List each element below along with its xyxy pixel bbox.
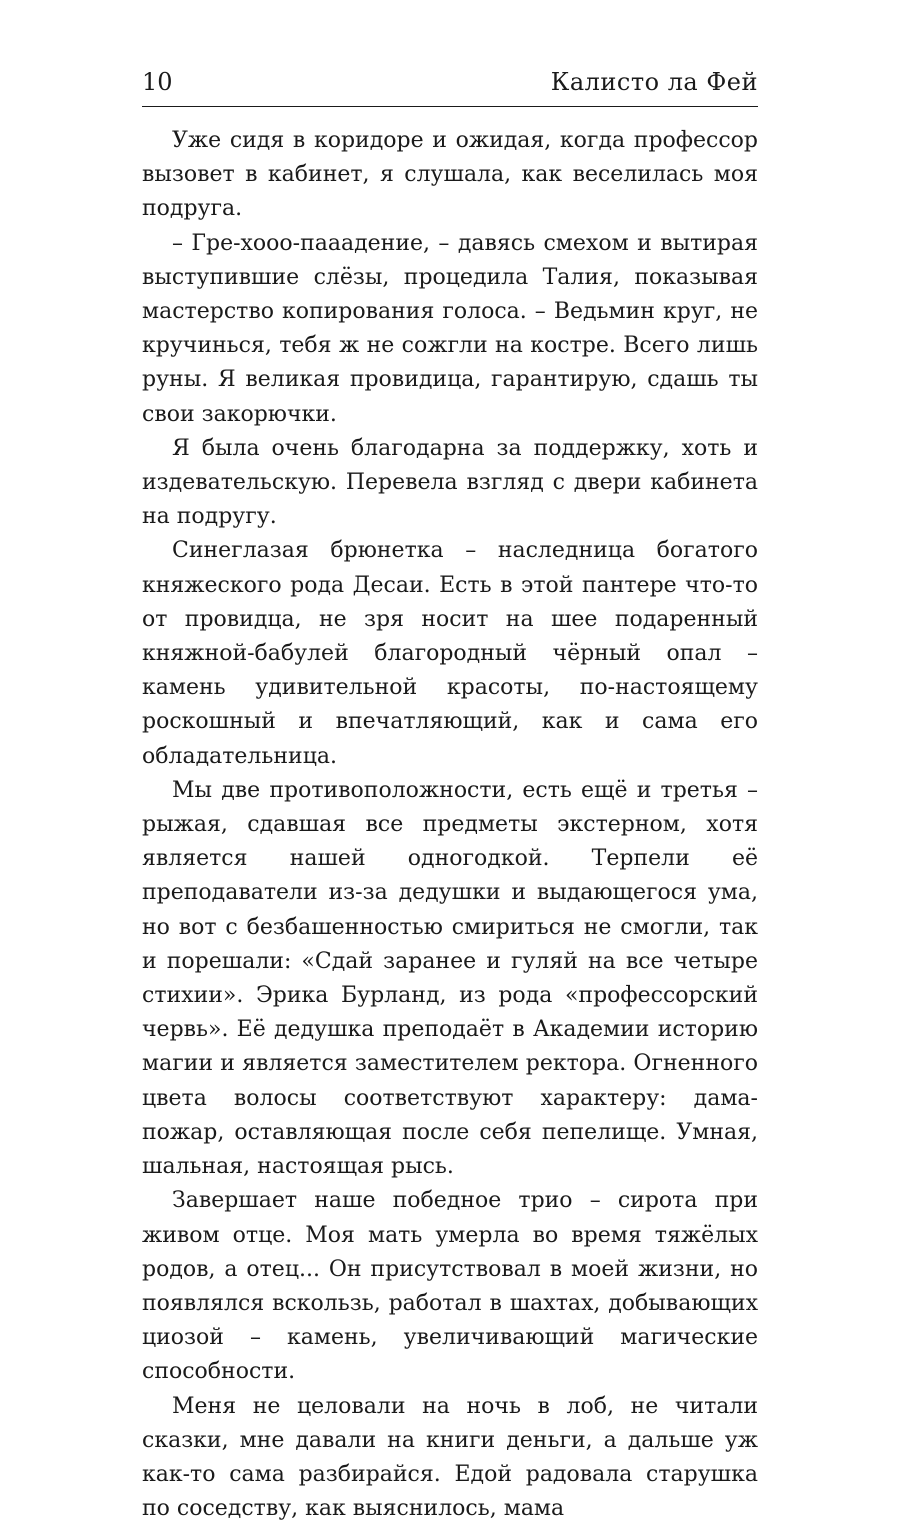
paragraph: Завершает наше победное трио – сирота при живом отце. Моя мать умерла во время тяжёлых родов, а отец... Он присутствовал в моей жизни, но появлялся вскользь, работал в шахтах, добывающих циозой – камень, увеличивающий магические способности.	[142, 1188, 758, 1385]
paragraph: Я была очень благодарна за поддержку, хоть и издевательскую. Перевела взгляд с двери кабинета на подругу.	[142, 435, 758, 530]
running-head	[142, 68, 758, 104]
paragraph: Меня не целовали на ночь в лоб, не читали сказки, мне давали на книги деньги, а дальше уж как-то сама разбирайся. Едой радовала старушка по соседству, как выяснилось, мама	[142, 1393, 758, 1522]
header-rule	[142, 106, 758, 107]
paragraph: Синеглазая брюнетка – наследница богатого княжеского рода Десаи. Есть в этой пантере что-то от провидца, не зря носит на шее подаренный княжной-бабулей благородный чёрный опал – камень удивительной красоты, по-настоящему роскошный и впечатляющий, как и сама его обладательница.	[142, 538, 758, 769]
page-number: 10	[142, 68, 173, 96]
paragraph: – Гре-хооо-пааадение, – давясь смехом и вытирая выступившие слёзы, процедила Талия, показывая мастерство копирования голоса. – Ведьмин круг, не кручинься, тебя ж не сожгли на костре. Всего лишь руны. Я великая провидица, гарантирую, сдашь ты свои закорючки.	[142, 230, 758, 427]
paragraph: Уже сидя в коридоре и ожидая, когда профессор вызовет в кабинет, я слушала, как веселилась моя подруга.	[142, 128, 758, 222]
running-title: Калисто ла Фей	[550, 68, 758, 96]
body-text	[142, 124, 758, 1526]
paragraph: Мы две противоположности, есть ещё и третья – рыжая, сдавшая все предметы экстерном, хотя является нашей одногодкой. Терпели её преподаватели из-за дедушки и выдающегося ума, но вот с безбашенностью смириться не смогли, так и порешали: «Сдай заранее и гуляй на все четыре стихии». Эрика Бурланд, из рода «профессорский червь». Её дедушка преподаёт в Академии историю магии и является заместителем ректора. Огненного цвета волосы соответствуют характеру: дама-пожар, оставляющая после себя пепелище. Умная, шальная, настоящая рысь.	[142, 777, 758, 1180]
